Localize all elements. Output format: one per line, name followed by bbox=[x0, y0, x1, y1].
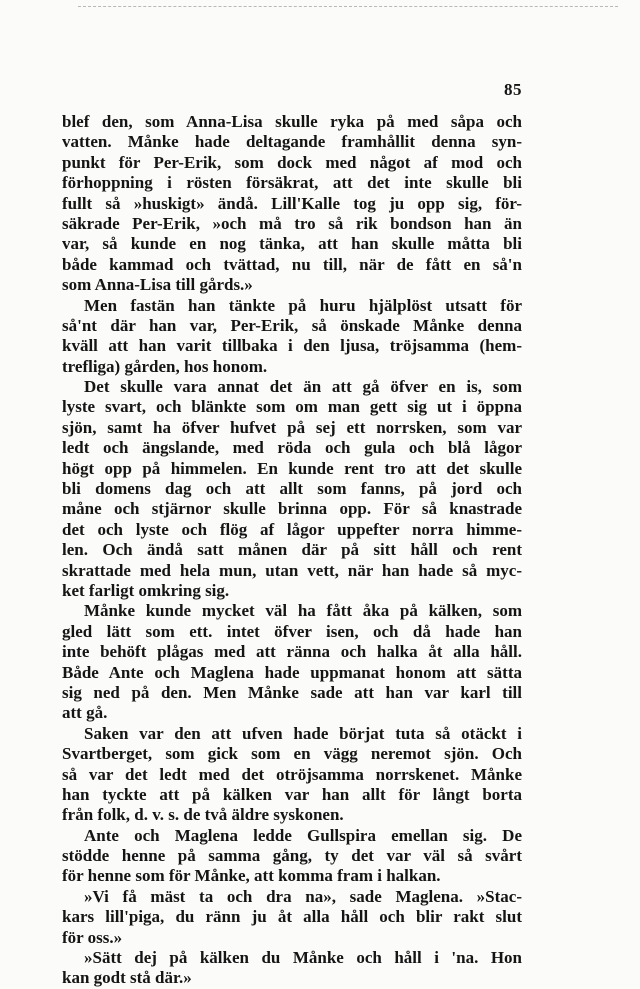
paragraph bbox=[62, 296, 522, 378]
paragraph bbox=[62, 948, 522, 989]
text-line: att gå. bbox=[62, 703, 108, 723]
text-line: Det skulle vara annat det än att gå öfver en is, som bbox=[84, 377, 522, 397]
text-line: fullt så »huskigt» ändå. Lill'Kalle tog ju opp sig, för- bbox=[62, 193, 522, 213]
text-line: för henne som för Månke, att komma fram i halkan. bbox=[62, 866, 441, 886]
text-line: för oss.» bbox=[62, 927, 123, 947]
paragraph bbox=[62, 887, 522, 948]
text-line: från folk, d. v. s. de två äldre syskonen. bbox=[62, 805, 344, 825]
text-line: sig ned på den. Men Månke sade att han var karl till bbox=[62, 682, 522, 702]
text-line: inte behöft plågas med att ränna och halka åt alla håll. bbox=[62, 642, 522, 662]
text-line: vatten. Månke hade deltagande framhållit denna syn- bbox=[62, 132, 522, 152]
body-text bbox=[62, 112, 522, 989]
text-line: kan godt stå där.» bbox=[62, 968, 192, 988]
text-line: ledt och ängslande, med röda och gula och blå lågor bbox=[62, 438, 522, 458]
text-line: Både Ante och Maglena hade uppmanat honom att sätta bbox=[62, 662, 522, 682]
text-line: stödde henne på samma gång, ty det var väl så svårt bbox=[62, 846, 522, 866]
top-edge-rule bbox=[78, 6, 618, 7]
text-line: både kammad och tvättad, nu till, när de fått en så'n bbox=[62, 254, 522, 274]
paragraph bbox=[62, 724, 522, 826]
text-line: trefliga) gården, hos honom. bbox=[62, 356, 268, 376]
text-line: Men fastän han tänkte på huru hjälplöst utsatt för bbox=[84, 295, 522, 315]
paragraph bbox=[62, 826, 522, 887]
text-line: kväll att han varit tillbaka i den ljusa, tröjsamma (hem- bbox=[62, 336, 522, 356]
text-line: förhoppning i rösten försäkrat, att det inte skulle bli bbox=[62, 173, 522, 193]
page-number: 85 bbox=[504, 80, 522, 99]
paragraph bbox=[62, 377, 522, 601]
text-line: måne och stjärnor skulle brinna opp. För så knastrade bbox=[62, 499, 522, 519]
text-line: ket farligt omkring sig. bbox=[62, 580, 230, 600]
text-line: punkt för Per-Erik, som dock med något af mod och bbox=[62, 152, 522, 172]
text-line: som Anna-Lisa till gårds.» bbox=[62, 275, 253, 295]
text-line: högt opp på himmelen. En kunde rent tro att det skulle bbox=[62, 458, 522, 478]
text-line: det och lyste och flög af lågor uppefter norra himme- bbox=[62, 519, 522, 539]
text-line: skrattade med hela mun, utan vett, när han hade så myc- bbox=[62, 560, 522, 580]
text-line: Ante och Maglena ledde Gullspira emellan sig. De bbox=[84, 825, 522, 845]
text-line: kars lill'piga, du ränn ju åt alla håll och blir rakt slut bbox=[62, 907, 522, 927]
text-line: så var det ledt med det otröjsamma norrskenet. Månke bbox=[62, 764, 522, 784]
text-line: bli domens dag och att allt som fanns, på jord och bbox=[62, 479, 522, 499]
text-line: Svartberget, som gick som en vägg neremot sjön. Och bbox=[62, 744, 522, 764]
text-line: gled lätt som ett. intet öfver isen, och då hade han bbox=[62, 621, 522, 641]
text-line: sjön, samt ha öfver hufvet på sej ett norrsken, som var bbox=[62, 417, 522, 437]
text-line: han tyckte att på kälken var han allt för långt borta bbox=[62, 784, 522, 804]
text-line: »Sätt dej på kälken du Månke och håll i 'na. Hon bbox=[84, 948, 522, 968]
text-line: Månke kunde mycket väl ha fått åka på kälken, som bbox=[84, 601, 522, 621]
text-line: len. Och ändå satt månen där på sitt håll och rent bbox=[62, 540, 522, 560]
text-line: säkrade Per-Erik, »och må tro så rik bondson han än bbox=[62, 213, 522, 233]
paragraph bbox=[62, 112, 522, 296]
text-line: Saken var den att ufven hade börjat tuta så otäckt i bbox=[84, 723, 522, 743]
paragraph bbox=[62, 601, 522, 723]
text-line: så'nt där han var, Per-Erik, så önskade Månke denna bbox=[62, 315, 522, 335]
text-line: lyste svart, och blänkte som om man gett sig ut i öppna bbox=[62, 397, 522, 417]
text-line: »Vi få mäst ta och dra na», sade Maglena. »Stac- bbox=[84, 886, 522, 906]
text-line: var, så kunde en nog tänka, att han skulle måtta bli bbox=[62, 234, 522, 254]
text-line: blef den, som Anna-Lisa skulle ryka på med såpa och bbox=[62, 112, 522, 131]
